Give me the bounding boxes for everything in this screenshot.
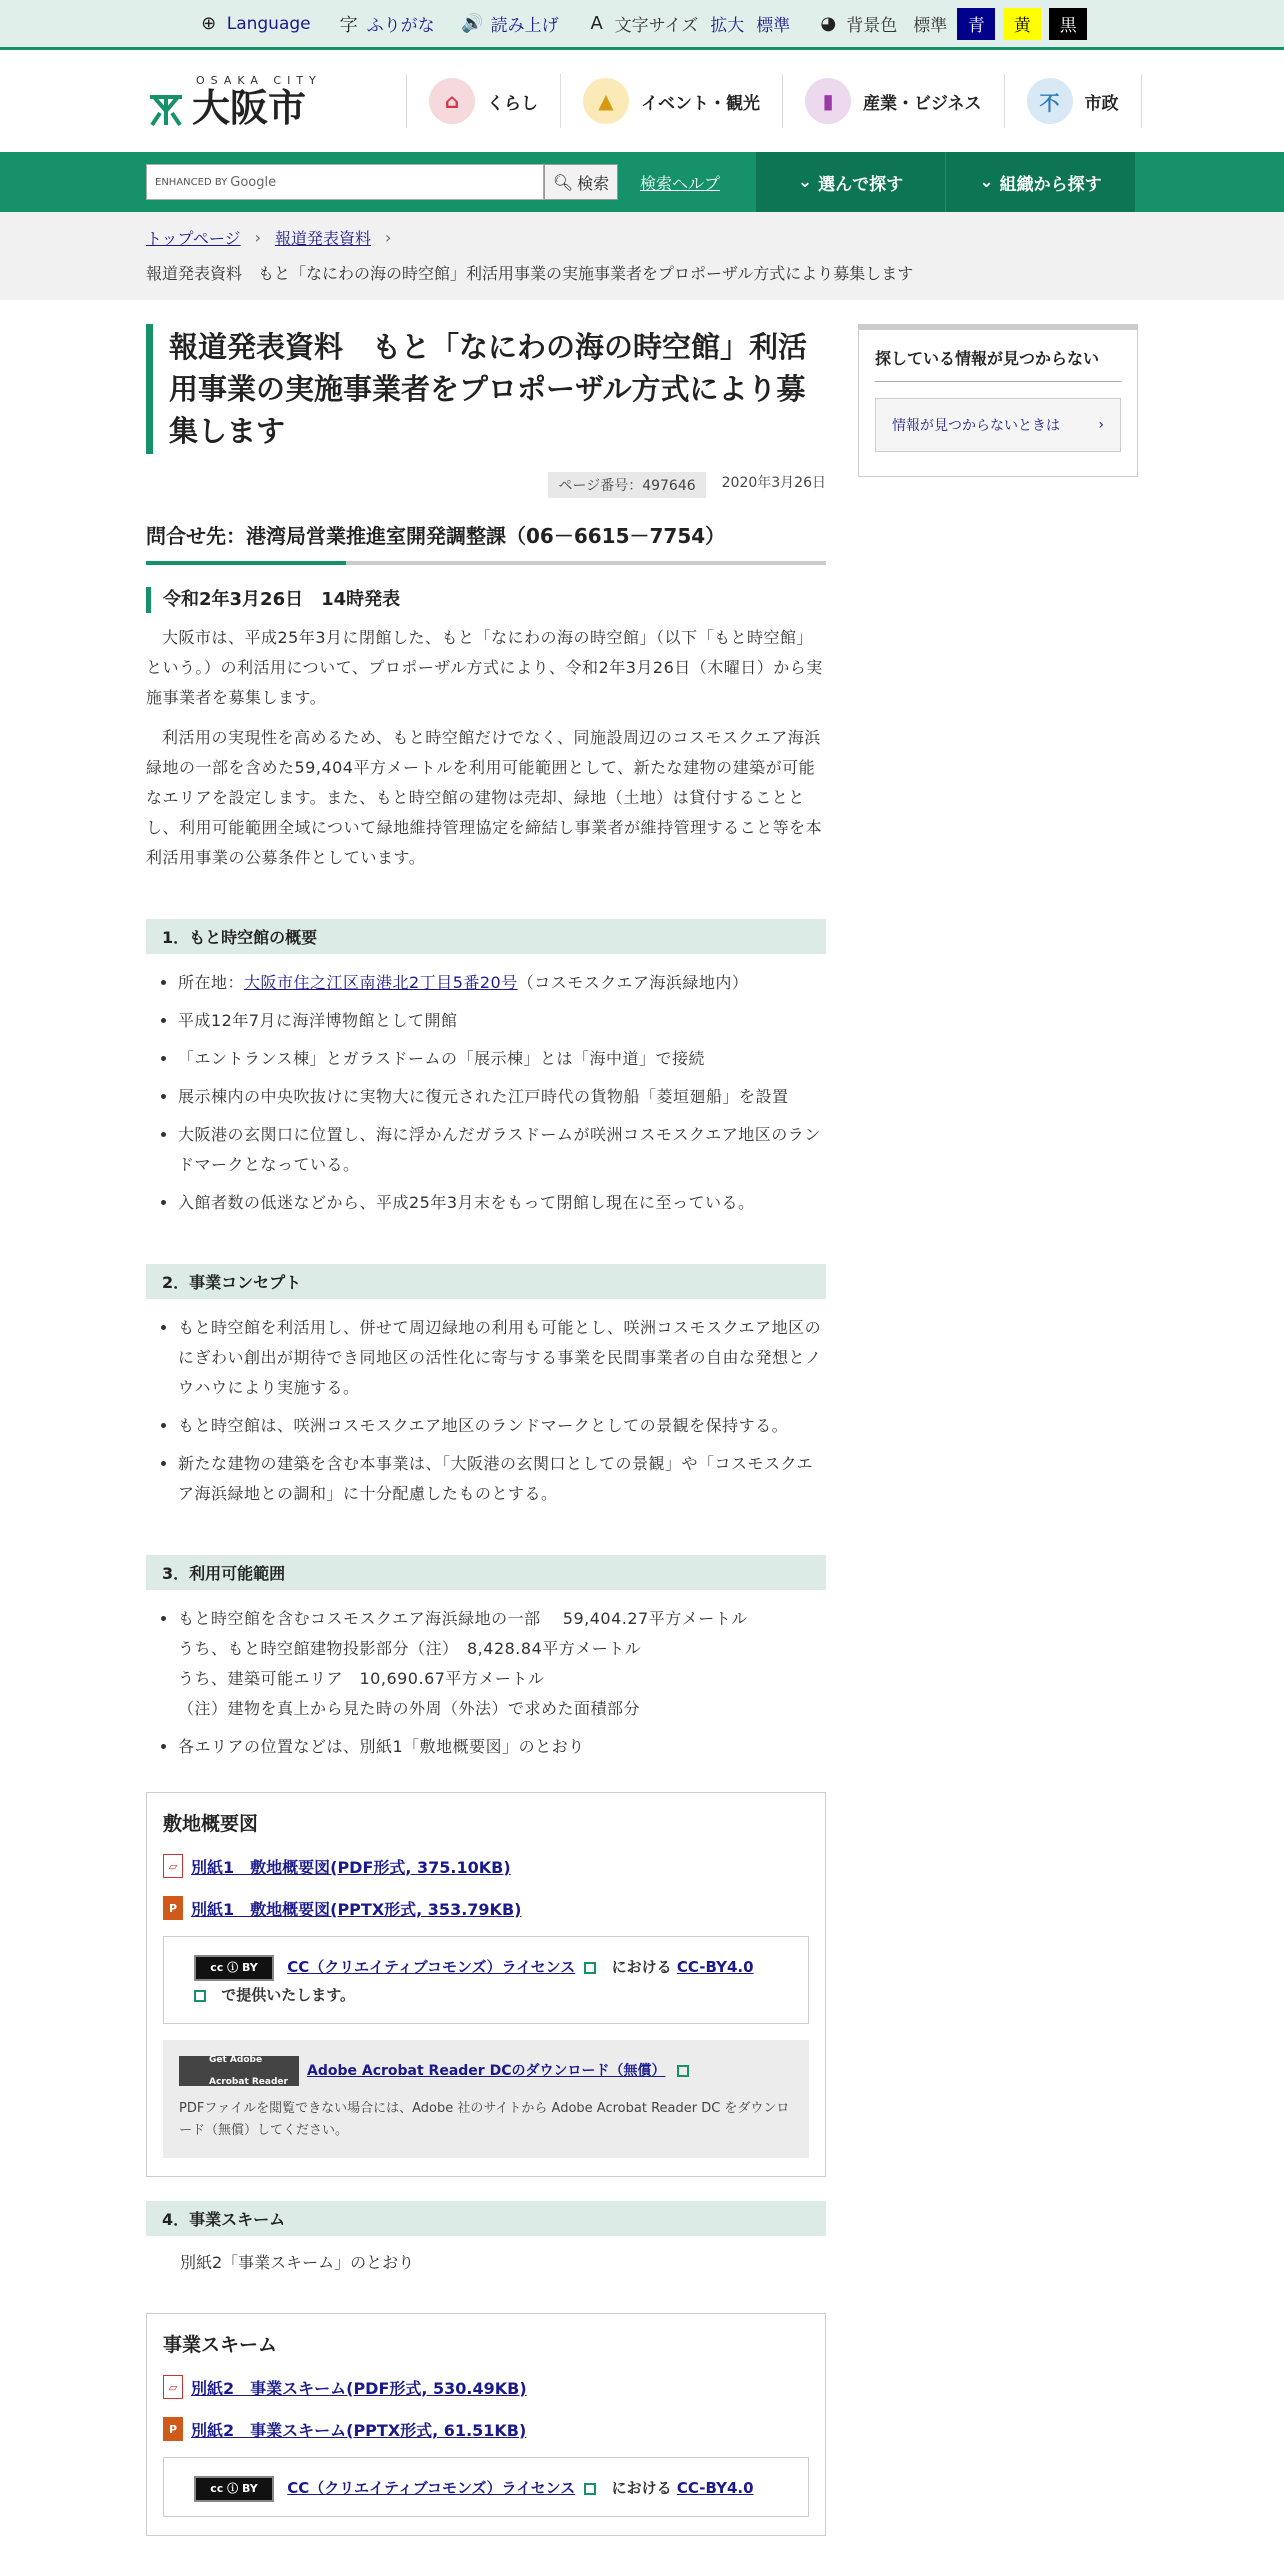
section-1-list [146, 968, 826, 1218]
section-2-list [146, 1313, 826, 1509]
language-link[interactable] [197, 12, 311, 36]
download-pdf-link[interactable]: 別紙1 敷地概要図(PDF形式, 375.10KB) [191, 1857, 511, 1877]
download-pdf-link[interactable]: 別紙2 事業スキーム(PDF形式, 530.49KB) [191, 2378, 527, 2398]
intro-paragraph-1: 大阪市は、平成25年3月に閉館した、もと「なにわの海の時空館」（以下「もと時空館」という。）の利活用について、プロポーザル方式により、令和2年3月26日（木曜日）から実施事業者を募集します。 [146, 628, 823, 707]
chevron-down-icon: ⌄ [797, 172, 819, 192]
language-label: Language [226, 13, 311, 34]
bg-yellow-button[interactable]: 黄 [1003, 8, 1041, 40]
pdf-icon: ▱ [163, 2375, 183, 2399]
osaka-city-logo[interactable] [146, 74, 406, 129]
list-item: • 「エントランス棟」とガラスドームの「展示棟」とは「海中道」で接続 [178, 1044, 826, 1074]
chevron-right-icon: › [1098, 417, 1104, 433]
search-button-label: 検索 [577, 173, 610, 193]
org-search-button[interactable] [945, 152, 1135, 212]
attachment-box-title: 敷地概要図 [163, 1813, 259, 1835]
breadcrumb [0, 212, 1284, 300]
acrobat-note: PDFファイルを閲覧できない場合には、Adobe 社のサイトから Adobe Acrobat Reader DC をダウンロード（無償）してください。 [179, 2101, 790, 2138]
cc-tail-text: で提供いたします。 [221, 1986, 356, 2004]
cc-by-icon: cc ⓘ BY [194, 1955, 274, 1981]
city-emblem-icon [146, 89, 186, 129]
cc-license-box [163, 1936, 809, 2024]
sidebar [858, 324, 1138, 2536]
cc-mid-text: における [611, 2479, 672, 2497]
nav-event[interactable] [560, 74, 782, 128]
cc-license-link[interactable]: CC（クリエイティブコモンズ）ライセンス [287, 2479, 576, 2497]
bg-color-label: 背景色 [846, 16, 898, 36]
section-3-heading: 3．利用可能範囲 [146, 1555, 826, 1590]
section-2-heading: 2．事業コンセプト [146, 1264, 826, 1299]
section-4-text: 別紙2「事業スキーム」のとおり [180, 2253, 415, 2272]
breadcrumb-separator-icon: › [254, 228, 261, 247]
list-item [178, 1604, 826, 1724]
city-mark-icon: 不 [1027, 78, 1073, 124]
not-found-box [858, 324, 1138, 477]
background-color-control [816, 8, 1087, 40]
nav-kurashi[interactable] [406, 74, 560, 128]
nav-shisei-label: 市政 [1084, 93, 1119, 114]
page-meta [146, 472, 826, 498]
nav-business[interactable] [782, 74, 1004, 128]
search-input[interactable] [146, 164, 544, 200]
list-item: • もと時空館は、咲洲コスモスクエア地区のランドマークとしての景観を保持する。 [178, 1411, 826, 1441]
org-search-label: 組織から探す [999, 174, 1102, 195]
building-icon: ▮ [805, 78, 851, 124]
bg-black-button[interactable]: 黒 [1049, 8, 1087, 40]
search-placeholder-brand: Google [230, 174, 277, 190]
logo-japanese: 大阪市 [192, 85, 307, 130]
address-label: 所在地： [178, 973, 245, 992]
choose-search-button[interactable] [755, 152, 945, 212]
site-header [0, 50, 1284, 152]
list-item: • 大阪港の玄関口に位置し、海に浮かんだガラスドームが咲洲コスモスクエア地区のランドマークとなっている。 [178, 1120, 826, 1180]
furigana-link[interactable] [337, 11, 435, 36]
nav-event-label: イベント・観光 [641, 93, 760, 114]
download-pptx-link[interactable]: 別紙1 敷地概要図(PPTX形式, 353.79KB) [191, 1899, 522, 1919]
cc-by-icon: cc ⓘ BY [194, 2476, 274, 2502]
area-line: • もと時空館を含むコスモスクエア海浜緑地の一部 59,404.27平方メートル [178, 1609, 748, 1628]
section-1-heading: 1．もと時空館の概要 [146, 919, 826, 954]
utility-bar [0, 0, 1284, 50]
page-id: ページ番号：497646 [548, 472, 705, 498]
contact-heading: 問合せ先：港湾局営業推進室開発調整課（06－6615－7754） [146, 520, 826, 565]
search-placeholder-prefix: ENHANCED BY [155, 176, 228, 188]
house-icon: ⌂ [429, 78, 475, 124]
download-row [163, 1896, 809, 1920]
cc-license-link[interactable]: CC（クリエイティブコモンズ）ライセンス [287, 1958, 576, 1976]
main-content [146, 324, 826, 2536]
list-item: • 入館者数の低迷などから、平成25年3月末をもって閉館し現在に至っている。 [178, 1188, 826, 1218]
acrobat-download-link[interactable]: Adobe Acrobat Reader DCのダウンロード（無償） [307, 2063, 666, 2079]
search-help-link[interactable]: 検索ヘルプ [640, 173, 721, 193]
attachment-box-title: 事業スキーム [163, 2334, 278, 2356]
not-found-link[interactable] [875, 398, 1121, 452]
chevron-down-icon: ⌄ [979, 172, 1000, 192]
text-enlarge-button[interactable]: 拡大 [710, 16, 745, 36]
pptx-icon: P [163, 2417, 183, 2441]
address-link[interactable]: 大阪市住之江区南港北2丁目5番20号 [244, 973, 518, 992]
read-aloud-link[interactable] [461, 11, 559, 36]
nav-shisei[interactable] [1004, 74, 1142, 128]
section-3-list [146, 1604, 826, 1762]
castle-icon: ▲ [583, 78, 629, 124]
breadcrumb-top-link[interactable]: トップページ [146, 229, 241, 248]
search-icon: 🔍︎ [552, 172, 574, 192]
search-button[interactable] [544, 164, 618, 200]
breadcrumb-press-link[interactable]: 報道発表資料 [274, 229, 371, 248]
announce-heading: 令和2年3月26日 14時発表 [146, 587, 826, 613]
bg-blue-button[interactable]: 青 [957, 8, 995, 40]
pptx-icon: P [163, 1896, 183, 1920]
list-item: • 各エリアの位置などは、別紙1「敷地概要図」のとおり [178, 1732, 826, 1762]
download-row [163, 2375, 809, 2399]
text-size-label: 文字サイズ [614, 16, 699, 36]
external-link-icon [677, 2065, 689, 2077]
list-item [178, 968, 826, 998]
text-size-icon: A [590, 13, 603, 34]
list-item: • 新たな建物の建築を含む本事業は、「大阪港の玄関口としての景観」や「コスモスクエア海浜緑地との調和」に十分配慮したものとする。 [178, 1449, 826, 1509]
attachment-box-2 [146, 2313, 826, 2536]
furigana-icon: 字 [339, 14, 358, 36]
page-title: 報道発表資料 もと「なにわの海の時空館」利活用事業の実施事業者をプロポーザル方式により募集します [146, 324, 826, 454]
area-line: （注）建物を真上から見た時の外周（外法）で求めた面積部分 [178, 1699, 641, 1718]
speaker-icon: 🔊 [461, 13, 484, 34]
not-found-title: 探している情報が見つからない [875, 346, 1121, 382]
furigana-label: ふりがな [366, 16, 435, 36]
pdf-icon: ▱ [163, 1854, 183, 1878]
attachment-box-1 [146, 1792, 826, 2177]
choose-search-label: 選んで探す [818, 174, 904, 195]
breadcrumb-current: 報道発表資料 もと「なにわの海の時空館」利活用事業の実施事業者をプロポーザル方式により募集します [146, 264, 914, 283]
intro-paragraph-2: 利活用の実現性を高めるため、もと時空館だけでなく、同施設周辺のコスモスクエア海浜緑地の一部を含めた59,404平方メートルを利用可能範囲として、新たな建物の建築が可能なエリアを設定します。また、もと時空館の建物は売却、緑地（土地）は貸付することとし、利用可能範囲全域について緑地維持管理協定を締結し事業者が維持管理すること等を本利活用事業の公募条件としています。 [146, 728, 823, 867]
not-found-link-label: 情報が見つからないときは [892, 418, 1060, 434]
cc-license-box [163, 2457, 809, 2517]
text-standard-button[interactable]: 標準 [756, 16, 791, 36]
address-note: （コスモスクエア海浜緑地内） [517, 973, 749, 992]
external-link-icon [584, 1962, 596, 1974]
palette-icon: ◕ [820, 13, 837, 34]
area-line: うち、もと時空館建物投影部分（注） 8,428.84平方メートル [178, 1639, 642, 1658]
cc-version-link[interactable]: CC-BY4.0 [676, 1958, 754, 1976]
acrobat-box [163, 2040, 809, 2158]
download-pptx-link[interactable]: 別紙2 事業スキーム(PPTX形式, 61.51KB) [191, 2420, 527, 2440]
cc-version-link[interactable]: CC-BY4.0 [676, 2479, 754, 2497]
breadcrumb-separator-icon: › [384, 228, 392, 247]
nav-business-label: 産業・ビジネス [863, 93, 982, 114]
list-item: • 平成12年7月に海洋博物館として開館 [178, 1006, 826, 1036]
section-4-heading: 4．事業スキーム [146, 2201, 826, 2236]
cc-mid-text: における [611, 1958, 672, 1976]
list-item: • もと時空館を利活用し、併せて周辺緑地の利用も可能とし、咲洲コスモスクエア地区のにぎわい創出が期待でき同地区の活性化に寄与する事業を民間事業者の自由な発想とノウハウにより実施する。 [178, 1313, 826, 1403]
area-line: うち、建築可能エリア 10,690.67平方メートル [178, 1669, 545, 1688]
text-size-control [585, 11, 791, 36]
list-item: • 展示棟内の中央吹抜けに実物大に復元された江戸時代の貨物船「菱垣廻船」を設置 [178, 1082, 826, 1112]
download-row [163, 2417, 809, 2441]
bg-standard-button[interactable]: 標準 [913, 16, 948, 36]
content-wrapper [0, 300, 1284, 2536]
logo-english: OSAKA CITY [196, 73, 322, 87]
page-date: 2020年3月26日 [721, 475, 826, 491]
download-row [163, 1854, 809, 1878]
external-link-icon [194, 1990, 206, 2002]
language-icon: ⊕ [201, 13, 217, 34]
external-link-icon [584, 2483, 596, 2495]
nav-kurashi-label: くらし [487, 93, 538, 114]
global-nav [406, 74, 1142, 128]
search-bar [0, 152, 1284, 212]
acrobat-reader-icon[interactable]: Get Adobe Acrobat Reader [179, 2056, 299, 2086]
read-aloud-label: 読み上げ [490, 16, 559, 36]
